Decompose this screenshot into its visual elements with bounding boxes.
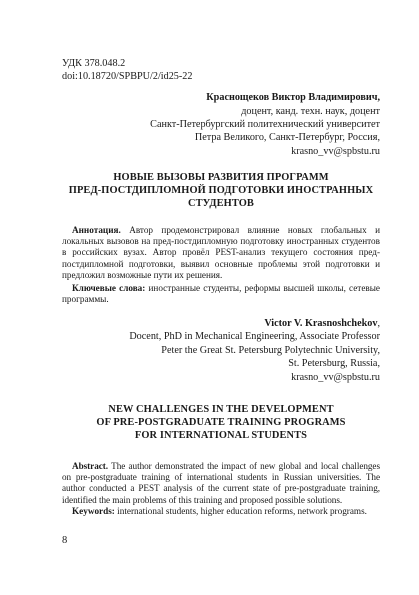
- article-metadata: [62, 58, 380, 83]
- title-en-line: OF PRE-POSTGRADUATE TRAINING PROGRAMS: [96, 416, 346, 428]
- author-position-ru: доцент, канд. техн. наук, доцент: [241, 105, 380, 117]
- abstract-ru-label: Аннотация.: [72, 224, 121, 235]
- doi: doi:10.18720/SPBPU/2/id25-22: [62, 70, 193, 82]
- title-en-line: FOR INTERNATIONAL STUDENTS: [134, 429, 308, 441]
- author-affiliation-ru: Санкт-Петербургский политехнический университет: [150, 119, 380, 130]
- keywords-en: [62, 506, 380, 517]
- article-title-en: [62, 403, 380, 442]
- abstract-en-label: Abstract.: [72, 460, 109, 471]
- title-ru-line: СТУДЕНТОВ: [188, 197, 254, 209]
- author-position-en: Docent, PhD in Mechanical Engineering, Associate Professor: [129, 331, 380, 343]
- author-email-en: krasno_vv@spbstu.ru: [291, 372, 380, 384]
- abstract-ru: [62, 225, 380, 281]
- keywords-ru: [62, 283, 380, 306]
- article-title-ru: [62, 172, 380, 210]
- keywords-ru-text: иностранные студенты, реформы высшей школы, сетевые программы.: [62, 283, 380, 305]
- keywords-ru-label: Ключевые слова:: [72, 283, 146, 294]
- title-en-line: NEW CHALLENGES IN THE DEVELOPMENT: [108, 403, 334, 415]
- author-location-ru: Петра Великого, Санкт-Петербург, Россия,: [194, 132, 380, 144]
- title-ru-line: ПРЕД-ПОСТДИПЛОМНОЙ ПОДГОТОВКИ ИНОСТРАННЫХ: [68, 185, 374, 197]
- keywords-en-text: international students, higher education reforms, network programs.: [114, 505, 367, 516]
- keywords-en-label: Keywords:: [72, 505, 115, 516]
- title-ru-line: НОВЫЕ ВЫЗОВЫ РАЗВИТИЯ ПРОГРАММ: [113, 172, 329, 184]
- author-name-en: Victor V. Krasnoshchekov: [264, 317, 378, 329]
- author-email-ru: krasno_vv@spbstu.ru: [291, 145, 380, 157]
- abstract-ru-text: Автор продемонстрировал влияние новых глобальных и локальных вызовов на пред-постдипломную подготовку иностранных студентов в российских вузах. Автор провёл PEST-анализ текущего состояния пред-постдипломной подготовки, выявил основные проблемы этой подготовки и предложил возможные пути их решения.: [62, 224, 380, 280]
- author-block-ru: [62, 91, 380, 158]
- page-number: 8: [62, 535, 68, 546]
- article-page: [62, 58, 380, 517]
- author-location-en: St. Petersburg, Russia,: [288, 358, 380, 370]
- author-name-en-suffix: ,: [377, 317, 380, 329]
- author-block-en: [62, 317, 380, 385]
- abstract-en: [62, 461, 380, 506]
- abstract-en-text: The author demonstrated the impact of new global and local challenges on pre-postgraduate training of international students in Russian universities. The author conducted a PEST analysis of the current state of pre-postgraduate training, identified the main problems of this training and proposed possible solutions.: [62, 460, 380, 505]
- author-affiliation-en: Peter the Great St. Petersburg Polytechnic University,: [161, 344, 380, 356]
- author-name-ru: Краснощеков Виктор Владимирович,: [206, 92, 380, 104]
- udc-code: УДК 378.048.2: [62, 58, 126, 69]
